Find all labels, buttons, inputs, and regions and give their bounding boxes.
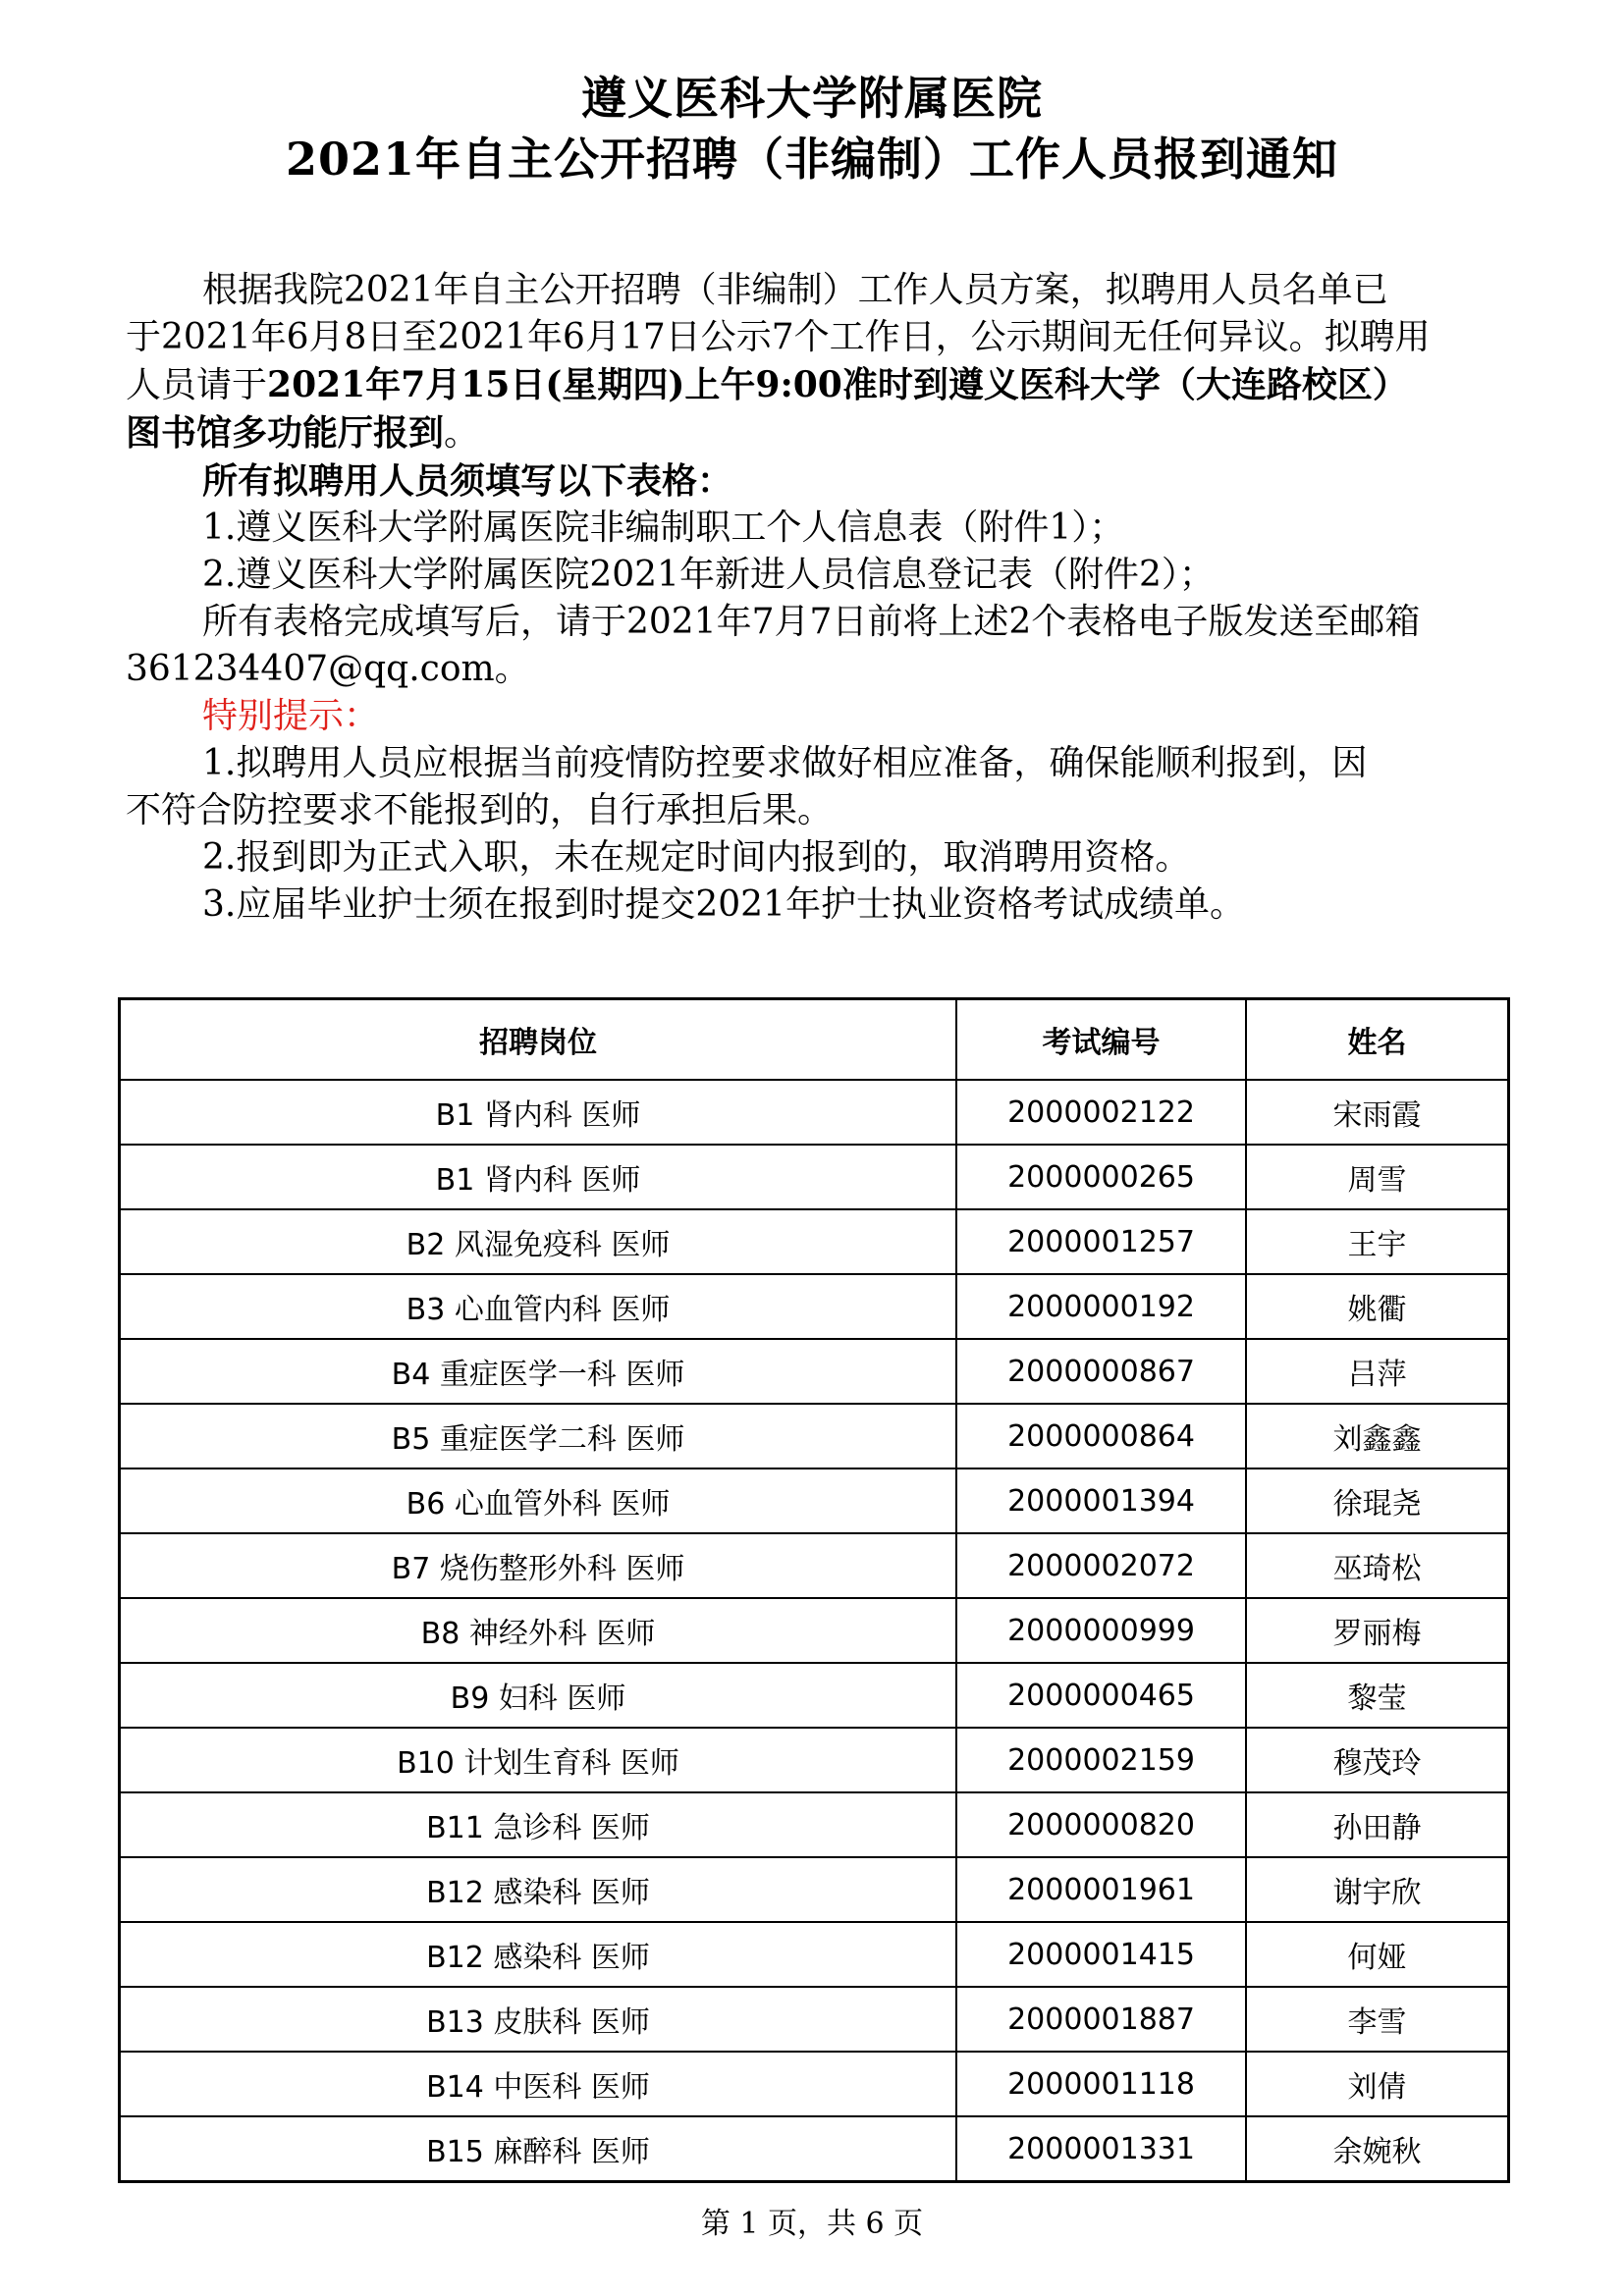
cell-exam-number: 2000002122 xyxy=(956,1080,1246,1145)
cell-name: 王宇 xyxy=(1246,1209,1508,1274)
cell-exam-number: 2000002072 xyxy=(956,1533,1246,1598)
cell-position: B2 风湿免疫科 医师 xyxy=(120,1209,956,1274)
paragraph-line: 根据我院2021年自主公开招聘（非编制）工作人员方案，拟聘用人员名单已 xyxy=(202,270,1388,310)
paragraph-line: 于2021年6月8日至2021年6月17日公示7个工作日，公示期间无任何异议。拟聘用 xyxy=(126,317,1431,357)
table-row xyxy=(120,1274,1509,1339)
cell-name: 姚衢 xyxy=(1246,1274,1508,1339)
table-row xyxy=(120,1857,1509,1922)
paragraph-text: 。 xyxy=(444,413,480,454)
notice-heading: 特别提示： xyxy=(202,696,380,736)
cell-position: B7 烧伤整形外科 医师 xyxy=(120,1533,956,1598)
cell-position: B5 重症医学二科 医师 xyxy=(120,1404,956,1468)
report-time-location: 2021年7月15日(星期四)上午9:00准时到遵义医科大学（大连路校区） xyxy=(267,364,1408,405)
form-item: 2.遵义医科大学附属医院2021年新进人员信息登记表（附件2）； xyxy=(202,555,1215,595)
cell-position: B6 心血管外科 医师 xyxy=(120,1468,956,1533)
cell-name: 宋雨霞 xyxy=(1246,1080,1508,1145)
cell-exam-number: 2000000265 xyxy=(956,1145,1246,1209)
cell-name: 罗丽梅 xyxy=(1246,1598,1508,1663)
cell-name: 刘倩 xyxy=(1246,2052,1508,2116)
notice-item: 1.拟聘用人员应根据当前疫情防控要求做好相应准备，确保能顺利报到，因 xyxy=(202,743,1368,783)
table-row xyxy=(120,2052,1509,2116)
cell-name: 徐琨尧 xyxy=(1246,1468,1508,1533)
cell-exam-number: 2000001887 xyxy=(956,1987,1246,2052)
cell-position: B4 重症医学一科 医师 xyxy=(120,1339,956,1404)
cell-position: B11 急诊科 医师 xyxy=(120,1792,956,1857)
cell-position: B14 中医科 医师 xyxy=(120,2052,956,2116)
paragraph-text: 人员请于 xyxy=(126,365,268,405)
table-row xyxy=(120,1533,1509,1598)
cell-exam-number: 2000000820 xyxy=(956,1792,1246,1857)
notice-item: 不符合防控要求不能报到的，自行承担后果。 xyxy=(126,790,834,830)
cell-exam-number: 2000001415 xyxy=(956,1922,1246,1987)
cell-exam-number: 2000001257 xyxy=(956,1209,1246,1274)
cell-name: 黎莹 xyxy=(1246,1663,1508,1728)
cell-exam-number: 2000000864 xyxy=(956,1404,1246,1468)
table-row xyxy=(120,1145,1509,1209)
cell-name: 何娅 xyxy=(1246,1922,1508,1987)
form-item: 1.遵义医科大学附属医院非编制职工个人信息表（附件1）； xyxy=(202,507,1125,548)
cell-position: B15 麻醉科 医师 xyxy=(120,2116,956,2182)
cell-name: 巫琦松 xyxy=(1246,1533,1508,1598)
cell-name: 周雪 xyxy=(1246,1145,1508,1209)
submit-instruction: 所有表格完成填写后，请于2021年7月7日前将上述2个表格电子版发送至邮箱 xyxy=(202,602,1421,642)
cell-name: 李雪 xyxy=(1246,1987,1508,2052)
cell-exam-number: 2000001961 xyxy=(956,1857,1246,1922)
table-row xyxy=(120,1987,1509,2052)
table-row xyxy=(120,1922,1509,1987)
table-row xyxy=(120,1728,1509,1792)
paragraph-line xyxy=(126,409,1500,457)
cell-exam-number: 2000000192 xyxy=(956,1274,1246,1339)
submit-email: 361234407@qq.com。 xyxy=(126,649,530,689)
cell-name: 吕萍 xyxy=(1246,1339,1508,1404)
hiring-roster-table xyxy=(118,997,1510,2183)
cell-position: B12 感染科 医师 xyxy=(120,1922,956,1987)
header-exam-number: 考试编号 xyxy=(956,999,1246,1081)
header-position: 招聘岗位 xyxy=(120,999,956,1081)
cell-position: B8 神经外科 医师 xyxy=(120,1598,956,1663)
cell-position: B1 肾内科 医师 xyxy=(120,1145,956,1209)
cell-position: B10 计划生育科 医师 xyxy=(120,1728,956,1792)
document-title-line1: 遵义医科大学附属医院 xyxy=(581,72,1043,125)
table-row xyxy=(120,1404,1509,1468)
cell-position: B3 心血管内科 医师 xyxy=(120,1274,956,1339)
table-row xyxy=(120,1792,1509,1857)
cell-exam-number: 2000001394 xyxy=(956,1468,1246,1533)
cell-exam-number: 2000000867 xyxy=(956,1339,1246,1404)
cell-name: 谢宇欣 xyxy=(1246,1857,1508,1922)
cell-name: 余婉秋 xyxy=(1246,2116,1508,2182)
table-row xyxy=(120,1598,1509,1663)
cell-position: B12 感染科 医师 xyxy=(120,1857,956,1922)
table-body xyxy=(120,1080,1509,2182)
table-row xyxy=(120,1468,1509,1533)
cell-exam-number: 2000000465 xyxy=(956,1663,1246,1728)
table-row xyxy=(120,1663,1509,1728)
notice-item: 2.报到即为正式入职，未在规定时间内报到的，取消聘用资格。 xyxy=(202,837,1191,878)
table-row xyxy=(120,2116,1509,2182)
cell-position: B1 肾内科 医师 xyxy=(120,1080,956,1145)
cell-exam-number: 2000001118 xyxy=(956,2052,1246,2116)
cell-name: 刘鑫鑫 xyxy=(1246,1404,1508,1468)
cell-position: B13 皮肤科 医师 xyxy=(120,1987,956,2052)
forms-heading: 所有拟聘用人员须填写以下表格： xyxy=(202,460,733,502)
header-name: 姓名 xyxy=(1246,999,1508,1081)
notice-item: 3.应届毕业护士须在报到时提交2021年护士执业资格考试成绩单。 xyxy=(202,884,1245,925)
table-header-row xyxy=(120,999,1509,1081)
cell-exam-number: 2000001331 xyxy=(956,2116,1246,2182)
cell-name: 孙田静 xyxy=(1246,1792,1508,1857)
document-title-line2: 2021年自主公开招聘（非编制）工作人员报到通知 xyxy=(285,133,1339,186)
table-row xyxy=(120,1080,1509,1145)
cell-exam-number: 2000002159 xyxy=(956,1728,1246,1792)
table-row xyxy=(120,1209,1509,1274)
paragraph-line xyxy=(126,361,1500,409)
notice-body xyxy=(126,267,1500,929)
page-number: 第 1 页，共 6 页 xyxy=(700,2207,924,2241)
table-row xyxy=(120,1339,1509,1404)
cell-position: B9 妇科 医师 xyxy=(120,1663,956,1728)
cell-name: 穆茂玲 xyxy=(1246,1728,1508,1792)
report-location: 图书馆多功能厅报到 xyxy=(126,412,445,454)
cell-exam-number: 2000000999 xyxy=(956,1598,1246,1663)
